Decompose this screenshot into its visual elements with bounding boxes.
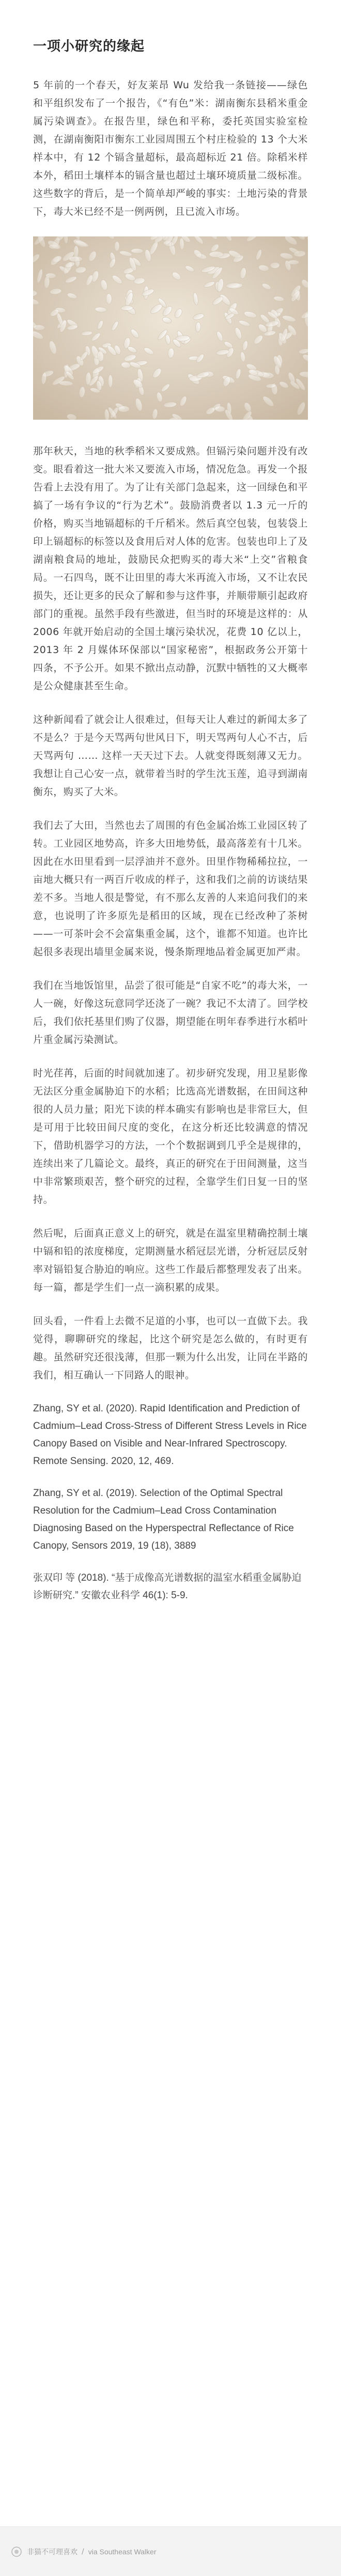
- rice-grain: [69, 256, 82, 262]
- reference-item: Zhang, SY et al. (2019). Selection of the Optimal Spectral Resolution for the Cadmium–Lead Cross Contamination Diagnosing Based on the Hyperspectral Reflectance of Rice Canopy, Sensors 2019, 19 (18), 3889: [33, 1488, 294, 1551]
- paragraph: 我们去了大田，当然也去了周围的有色金属冶炼工业园区转了转。工业园区地势高，许多大田地势低，最高落差有十几米。因此在水田里看到一层浮油并不意外。田里作物稀稀拉拉，一亩地大概只有一两百斤收成的样子，这和我们之前的访谈结果差不多。当地人很是警觉，有不那么友善的人来追问我们的来意，也说明了许多原先是稻田的区域，现在已经改种了茶树——一可茶叶会不会富集重金属，这个，谁都不知道。也许比起很多表现出墙里金属来说，慢条斯理地品着金属更加严肃。: [33, 820, 308, 958]
- page-footer: [0, 2526, 341, 2576]
- footer-brand: 非猫不可理喜欢: [27, 2548, 78, 2556]
- footer-brand-en: via Southeast Walker: [88, 2547, 157, 2556]
- paragraph: 然后呢，后面真正意义上的研究，就是在温室里精确控制土壤中镉和铅的浓度梯度，定期测量水稻冠层光谱，分析冠层反射率对镉铅复合胁迫的响应。这些工作最后都整理发表了出来。每一篇，都是学生们一点一滴积累的成果。: [33, 1228, 308, 1293]
- rice-grain: [131, 248, 143, 253]
- paragraph: 时光荏苒，后面的时间就加速了。初步研究发现，用卫星影像无法区分重金属胁迫下的水稻；比选高光谱数据，在田间这种很的人员力量；阳光下读的样本确实有影响也是非常巨大，但是可用于比较田间尺度的变化，在这分析还比较满意的情况下，借助机器学习的方法，一个个数据调到几乎全是规律的，连续出来了几篇论文。最终，真正的研究在于田间测量，这当中非常繁琐艰苦，整个研究的过程，全靠学生们日复一日的坚持。: [33, 1068, 308, 1205]
- reference-item: Zhang, SY et al. (2020). Rapid Identification and Prediction of Cadmium–Lead Cross-Stress of Different Stress Levels in Rice Canopy Based on Visible and Near-Infrared Spectroscopy. Remote Sensing. 2020, 12, 469.: [33, 1403, 307, 1467]
- rice-grain: [106, 294, 112, 305]
- paragraph: 这种新闻看了就会让人很难过，但每天让人难过的新闻太多了不是么？于是今天骂两句世风日下，明天骂两句人心不古，后天骂两句 …… 这样一天天过下去。人就变得既刻薄又无力。我想让自己心安一点，就带着当时的学生沈玉莲，追寻到湖南衡东，购买了大米。: [33, 714, 308, 798]
- paragraph: 5 年前的一个春天，好友莱昂 Wu 发给我一条链接——绿色和平组织发布了一个报告，《“有色”米：湖南衡东县稻米重金属污染调查》。在报告里，绿色和平称，委托英国实验室检测，在湖南衡阳市衡东工业园周围五个村庄检验的 13 个大米样本中，有 12 个镉含量超标，最高超标近 21 倍。除稻米样本外，稻田土壤样本的镉含量也超过土壤环境质量二级标准。这些数字的背后，是一个简单却严峻的事实：土地污染的背景下，毒大米已经不是一例两例，且已流入市场。: [33, 79, 308, 217]
- rice-grain: [270, 262, 280, 268]
- paragraph: 回头看，一件看上去微不足道的小事，也可以一直做下去。我觉得，聊聊研究的缘起，比这个研究是怎么做的，有时更有趣。虽然研究还很浅薄，但那一颗为什么出发，让同在半路的我们，相互确认一下同路人的眼神。: [33, 1315, 308, 1381]
- rice-grains-photo: [33, 236, 308, 420]
- rice-grain: [121, 306, 133, 311]
- paragraph: 我们在当地饭馆里，品尝了很可能是“自家不吃”的毒大米，一人一碗，好像这玩意同学还浇了一碗？我记不太清了。回学校后，我们依托基里们购了仪器，期望能在明年春季进行水稻叶片重金属污染测试。: [33, 980, 308, 1045]
- rice-grain: [288, 260, 299, 265]
- footer-separator: /: [82, 2547, 84, 2556]
- rice-grain: [118, 406, 130, 412]
- reference-item: 张双印 等 (2018). “基于成像高光谱数据的温室水稻重金属胁迫诊断研究.” 安徽农业科学 46(1): 5-9.: [33, 1572, 302, 1601]
- watermark-logo-icon: [11, 2547, 22, 2557]
- rice-grain: [209, 251, 224, 257]
- article-title: 一项小研究的缘起: [33, 39, 145, 54]
- rice-grain: [108, 375, 112, 388]
- paragraph: 那年秋天，当地的秋季稻米又要成熟。但镉污染问题并没有改变。眼看着这一批大米又要流入市场，情况危急。再发一个报告看上去没有用了。为了让有关部门急起来，这一回绿色和平搞了一场有争议的“行为艺术”。鼓励消费者以 1.3 元一斤的价格，购买当地镉超标的千斤稻米。然后真空包装，包装袋上印上镉超标的标签以及食用后对人体的危害。包装也印上了及湖南粮食局的地址，鼓励民众把购买的毒大米“上交”省粮食局。一石四鸟，既不让田里的毒大米再流入市场，又不让农民损失，还让更多的民众了解和参与这件事，并顺带顺引起政府部门的重视。虽然手段有些激进，但当时的环境是这样的：从 2006 年就开始启动的全国土壤污染状况，花费 10 亿以上，2013 年 2 月媒体环保部以“国家秘密”，根据政务公开第十四条，不予公开。如果不掀出点动静，沉默中牺牲的又大概率是公众健康甚至生命。: [33, 446, 308, 692]
- references: [33, 1400, 308, 1604]
